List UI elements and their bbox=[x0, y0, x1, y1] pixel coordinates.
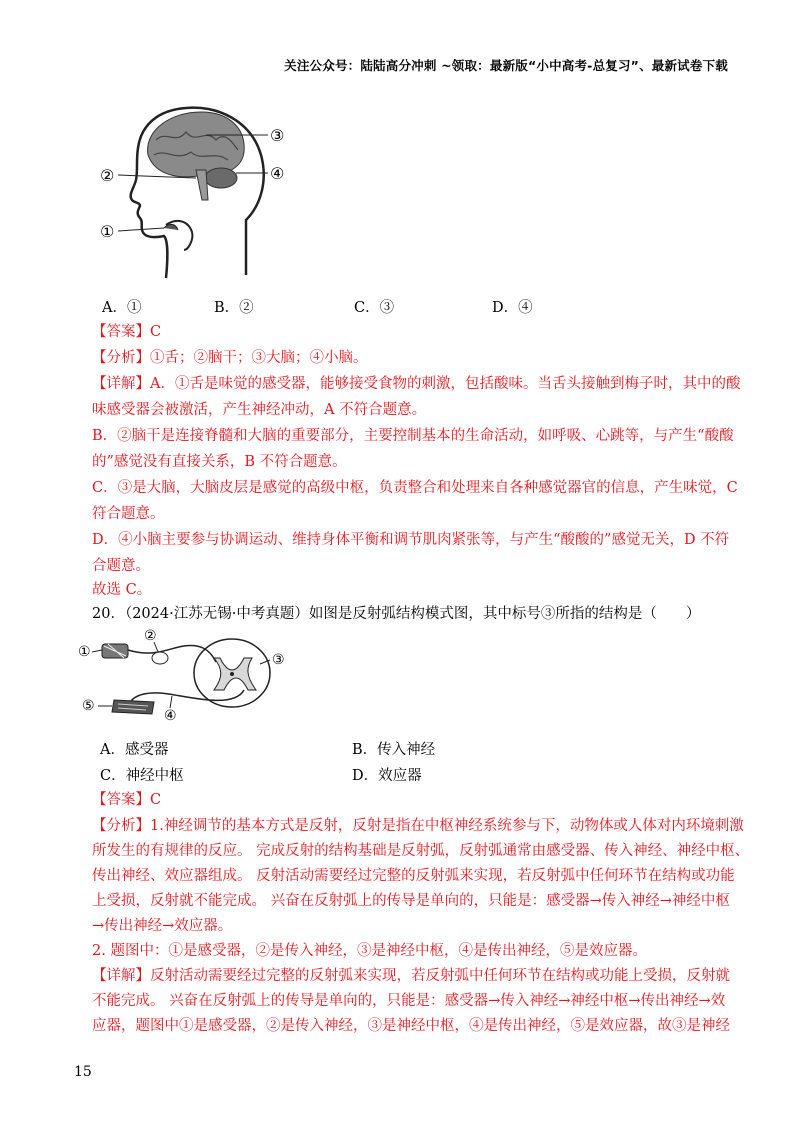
q19-detail-line-1: 【详解】A．①舌是味觉的感受器，能够接受食物的刺激，包括酸味。当舌头接触到梅子时，其中的酸 bbox=[92, 376, 741, 392]
q19-detail-line-4: 的”感觉没有直接关系，B 不符合题意。 bbox=[92, 454, 347, 470]
q19-detail-line-7: D．④小脑主要参与协调运动、维持身体平衡和调节肌肉紧张等，与产生“酸酸的”感觉无关，D 不符 bbox=[92, 532, 730, 548]
q19-detail-line-5: C．③是大脑，大脑皮层是感觉的高级中枢，负责整合和处理来自各种感觉器官的信息，产生味觉，C bbox=[92, 480, 738, 496]
q19-detail-line-8: 合题意。 bbox=[92, 558, 150, 574]
q20-detail-line-1: 【详解】反射活动需要经过完整的反射弧来实现，若反射弧中任何环节在结构或功能上受损，反射就 bbox=[92, 968, 730, 984]
q19-detail-line-3: B．②脑干是连接脊髓和大脑的重要部分，主要控制基本的生命活动，如呼吸、心跳等，与产生“酸酸 bbox=[92, 428, 734, 444]
q19-detail-line-6: 符合题意。 bbox=[92, 506, 165, 522]
q19-option-c[interactable]: C．③ bbox=[354, 300, 395, 316]
reflex-arc-figure bbox=[74, 628, 294, 728]
q19-detail-line-2: 味感受器会被激活，产生神经冲动，A 不符合题意。 bbox=[92, 402, 427, 418]
q20-analysis-line-1: 【分析】1.神经调节的基本方式是反射，反射是指在中枢神经系统参与下，动物体或人体对内环境刺激 bbox=[92, 818, 744, 834]
reflex-label-1: ① bbox=[78, 644, 91, 660]
q19-option-b[interactable]: B．② bbox=[214, 300, 254, 316]
q19-option-a[interactable]: A．① bbox=[102, 300, 142, 316]
reflex-label-3: ③ bbox=[272, 652, 285, 668]
q19-answer: 【答案】C bbox=[92, 324, 162, 340]
q20-option-a[interactable]: A．感受器 bbox=[100, 742, 169, 758]
q20-detail-line-3: 应器，题图中①是感受器，②是传入神经，③是神经中枢，④是传出神经，⑤是效应器，故③是神经 bbox=[92, 1018, 730, 1034]
brain-head-figure bbox=[96, 100, 296, 280]
q20-analysis-line-2: 所发生的有规律的反应。 完成反射的结构基础是反射弧，反射弧通常由感受器、传入神经、神经中枢、 bbox=[92, 843, 750, 859]
brain-label-3: ③ bbox=[270, 126, 285, 145]
page-header: 关注公众号：陆陆高分冲刺 ~领取：最新版“小中高考-总复习”、最新试卷下载 bbox=[284, 58, 728, 73]
q20-option-d[interactable]: D．效应器 bbox=[352, 768, 422, 784]
brain-label-2: ② bbox=[100, 166, 115, 185]
page-number: 15 bbox=[74, 1064, 92, 1080]
reflex-label-2: ② bbox=[144, 628, 157, 644]
q20-option-c[interactable]: C．神经中枢 bbox=[100, 768, 184, 784]
q20-analysis-line-6: 2. 题图中：①是感受器，②是传入神经，③是神经中枢，④是传出神经，⑤是效应器。 bbox=[92, 943, 647, 959]
q20-stem: 20．（2024·江苏无锡·中考真题）如图是反射弧结构模式图，其中标号③所指的结构是（ ） bbox=[92, 606, 701, 622]
reflex-label-5: ⑤ bbox=[82, 698, 95, 714]
q20-analysis-line-4: 上受损，反射就不能完成。 兴奋在反射弧上的传导是单向的，只能是：感受器→传入神经→神经中枢 bbox=[92, 893, 730, 909]
q20-answer: 【答案】C bbox=[92, 792, 162, 808]
q19-analysis: 【分析】①舌；②脑干；③大脑；④小脑。 bbox=[92, 350, 368, 366]
brain-label-1: ① bbox=[100, 222, 115, 241]
q20-analysis-line-3: 传出神经、效应器组成。 反射活动需要经过完整的反射弧来实现，若反射弧中任何环节在结构或功能 bbox=[92, 868, 735, 884]
reflex-label-4: ④ bbox=[164, 708, 177, 724]
q20-option-b[interactable]: B．传入神经 bbox=[352, 742, 436, 758]
q19-conclusion: 故选 C。 bbox=[92, 582, 152, 598]
q20-analysis-line-5: →传出神经→效应器。 bbox=[92, 918, 233, 934]
q19-option-d[interactable]: D．④ bbox=[492, 300, 533, 316]
brain-label-4: ④ bbox=[270, 164, 285, 183]
q20-detail-line-2: 不能完成。 兴奋在反射弧上的传导是单向的，只能是：感受器→传入神经→神经中枢→传出神经→效 bbox=[92, 993, 726, 1009]
